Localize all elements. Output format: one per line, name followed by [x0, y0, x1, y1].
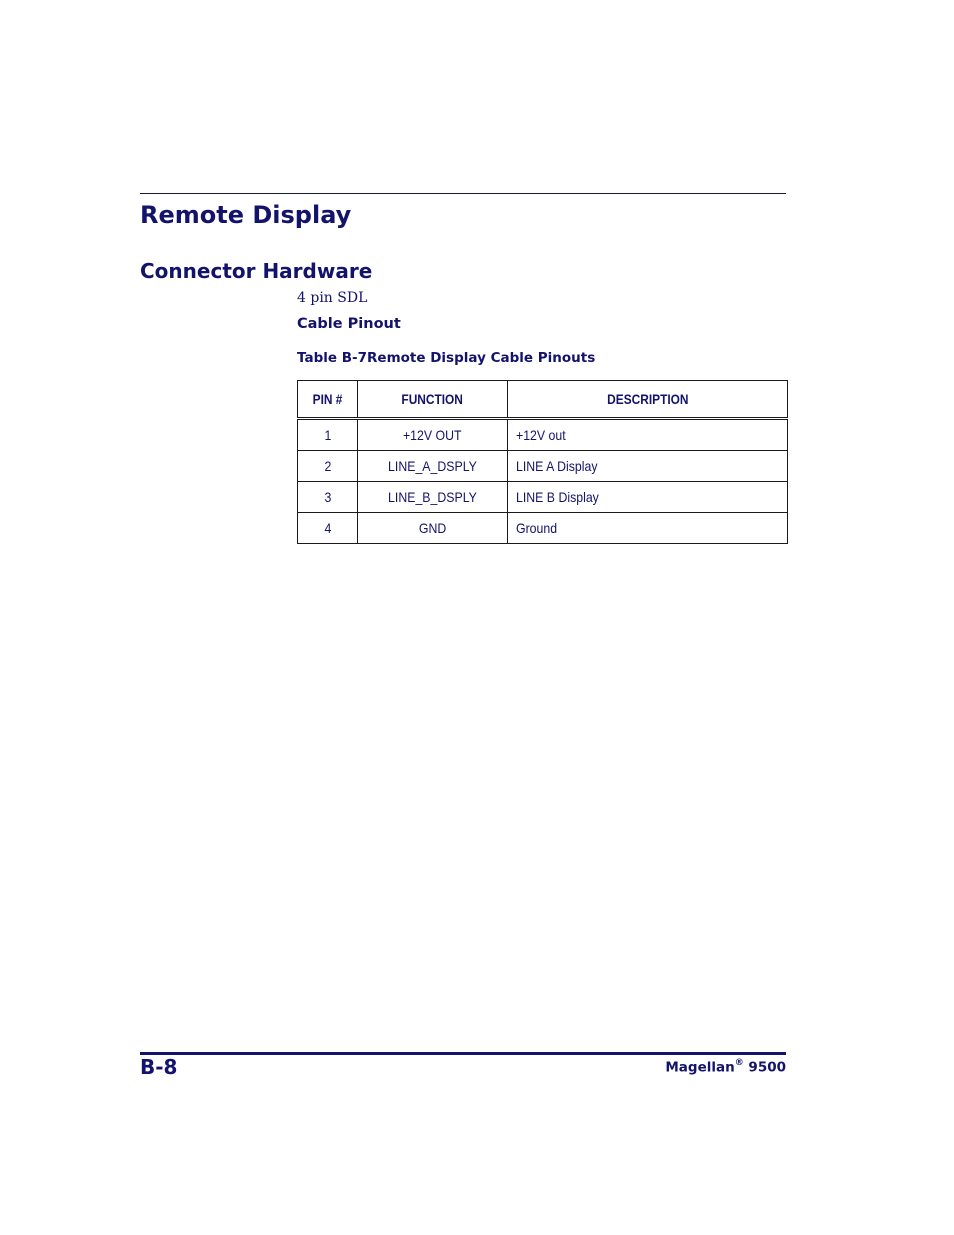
table-row [298, 451, 788, 482]
function-cell: LINE_A_DSPLY [358, 451, 508, 482]
table-row [298, 482, 788, 513]
pin-cell: 1 [298, 419, 358, 451]
table-row [298, 513, 788, 544]
pin-cell: 2 [298, 451, 358, 482]
description-cell: Ground [508, 513, 788, 544]
pin-cell: 3 [298, 482, 358, 513]
description-cell: LINE A Display [508, 451, 788, 482]
function-cell: +12V OUT [358, 419, 508, 451]
header-function: FUNCTION [358, 381, 508, 419]
pinout-table [297, 380, 788, 544]
table-caption: Table B-7Remote Display Cable Pinouts [297, 350, 596, 366]
registered-mark: ® [734, 1058, 744, 1068]
table-row [298, 419, 788, 451]
product-model: 9500 [748, 1059, 786, 1076]
function-cell: LINE_B_DSPLY [358, 482, 508, 513]
page-number: B-8 [140, 1055, 178, 1079]
footer-rule [140, 1052, 786, 1055]
description-cell: LINE B Display [508, 482, 788, 513]
function-cell: GND [358, 513, 508, 544]
product-name-text: Magellan [665, 1059, 735, 1076]
subsection-title: Connector Hardware [140, 259, 373, 283]
cable-pinout-heading: Cable Pinout [297, 316, 401, 332]
connector-description: 4 pin SDL [297, 290, 368, 306]
description-cell: +12V out [508, 419, 788, 451]
top-rule [140, 193, 786, 194]
header-pin: PIN # [298, 381, 358, 419]
pin-cell: 4 [298, 513, 358, 544]
table-header-row [298, 381, 788, 419]
section-title: Remote Display [140, 201, 352, 229]
header-description: DESCRIPTION [508, 381, 788, 419]
product-name [665, 1059, 786, 1076]
